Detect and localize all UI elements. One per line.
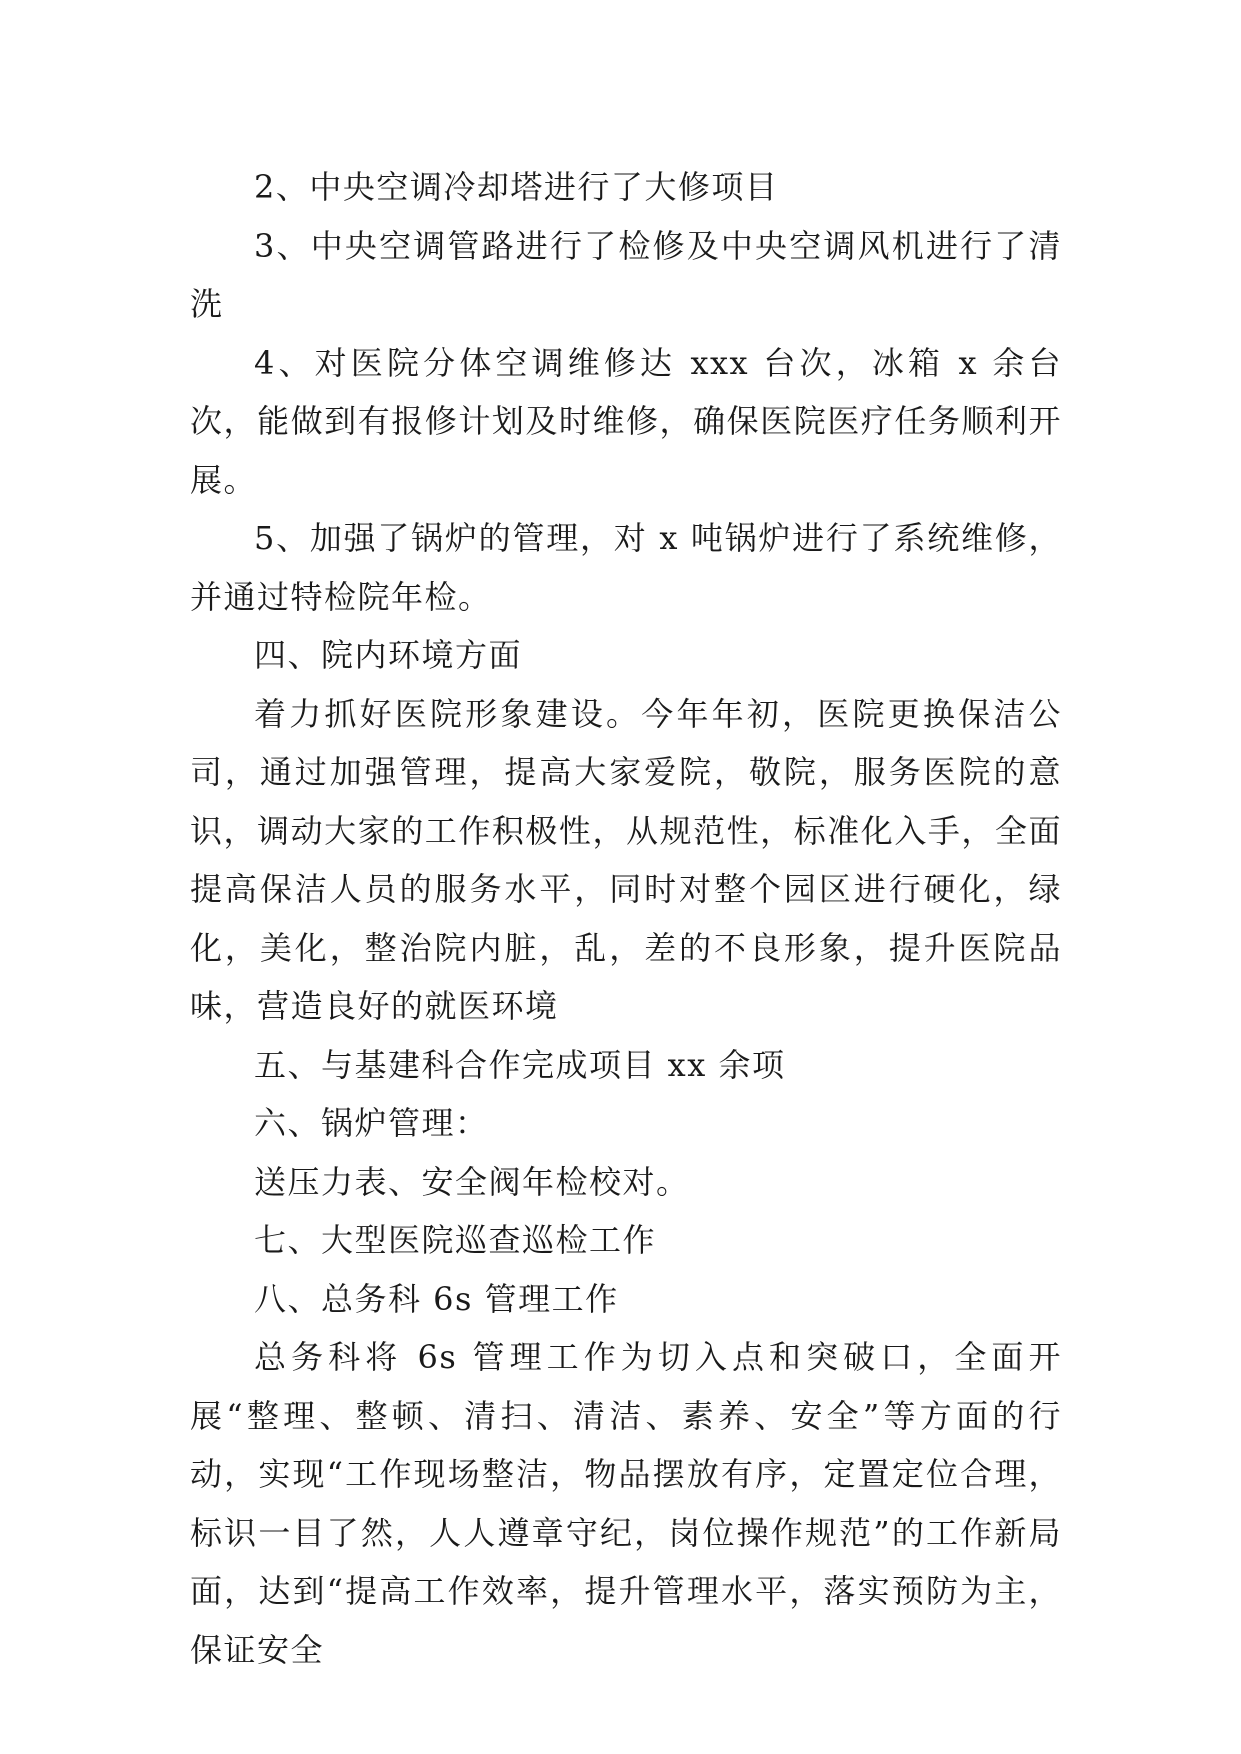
paragraph-item-3: 3、中央空调管路进行了检修及中央空调风机进行了清洗 <box>190 226 1062 323</box>
section-heading-boiler: 六、锅炉管理： <box>254 1104 489 1142</box>
paragraph-boiler: 送压力表、安全阀年检校对。 <box>254 1162 690 1201</box>
paragraph-item-4: 4、对医院分体空调维修达 xxx 台次，冰箱 x 余台次，能做到有报修计划及时维修，确保医院医疗任务顺利开展。 <box>190 343 1062 499</box>
paragraph-item-2: 2、中央空调冷却塔进行了大修项目 <box>254 168 779 206</box>
section-heading-6s: 八、总务科 6s 管理工作 <box>254 1279 619 1318</box>
section-heading-infrastructure: 五、与基建科合作完成项目 xx 余项 <box>254 1045 786 1084</box>
section-heading-environment: 四、院内环境方面 <box>254 636 523 674</box>
document-body <box>190 158 1062 1679</box>
paragraph-6s: 总务科将 6s 管理工作为切入点和突破口，全面开展“整理、整顿、清扫、清洁、素养、安全”等方面的行动，实现“工作现场整洁，物品摆放有序，定置定位合理，标识一目了然，人人遵章守纪，岗位操作规范”的工作新局面，达到“提高工作效率，提升管理水平，落实预防为主，保证安全 <box>190 1338 1062 1669</box>
section-heading-inspection: 七、大型医院巡查巡检工作 <box>254 1221 657 1259</box>
paragraph-environment: 着力抓好医院形象建设。今年年初，医院更换保洁公司，通过加强管理，提高大家爱院，敬院，服务医院的意识，调动大家的工作积极性，从规范性，标准化入手，全面提高保洁人员的服务水平，同时对整个园区进行硬化，绿化，美化，整治院内脏，乱，差的不良形象，提升医院品味，营造良好的就医环境 <box>190 694 1062 1025</box>
paragraph-item-5: 5、加强了锅炉的管理，对 x 吨锅炉进行了系统维修，并通过特检院年检。 <box>190 519 1062 616</box>
